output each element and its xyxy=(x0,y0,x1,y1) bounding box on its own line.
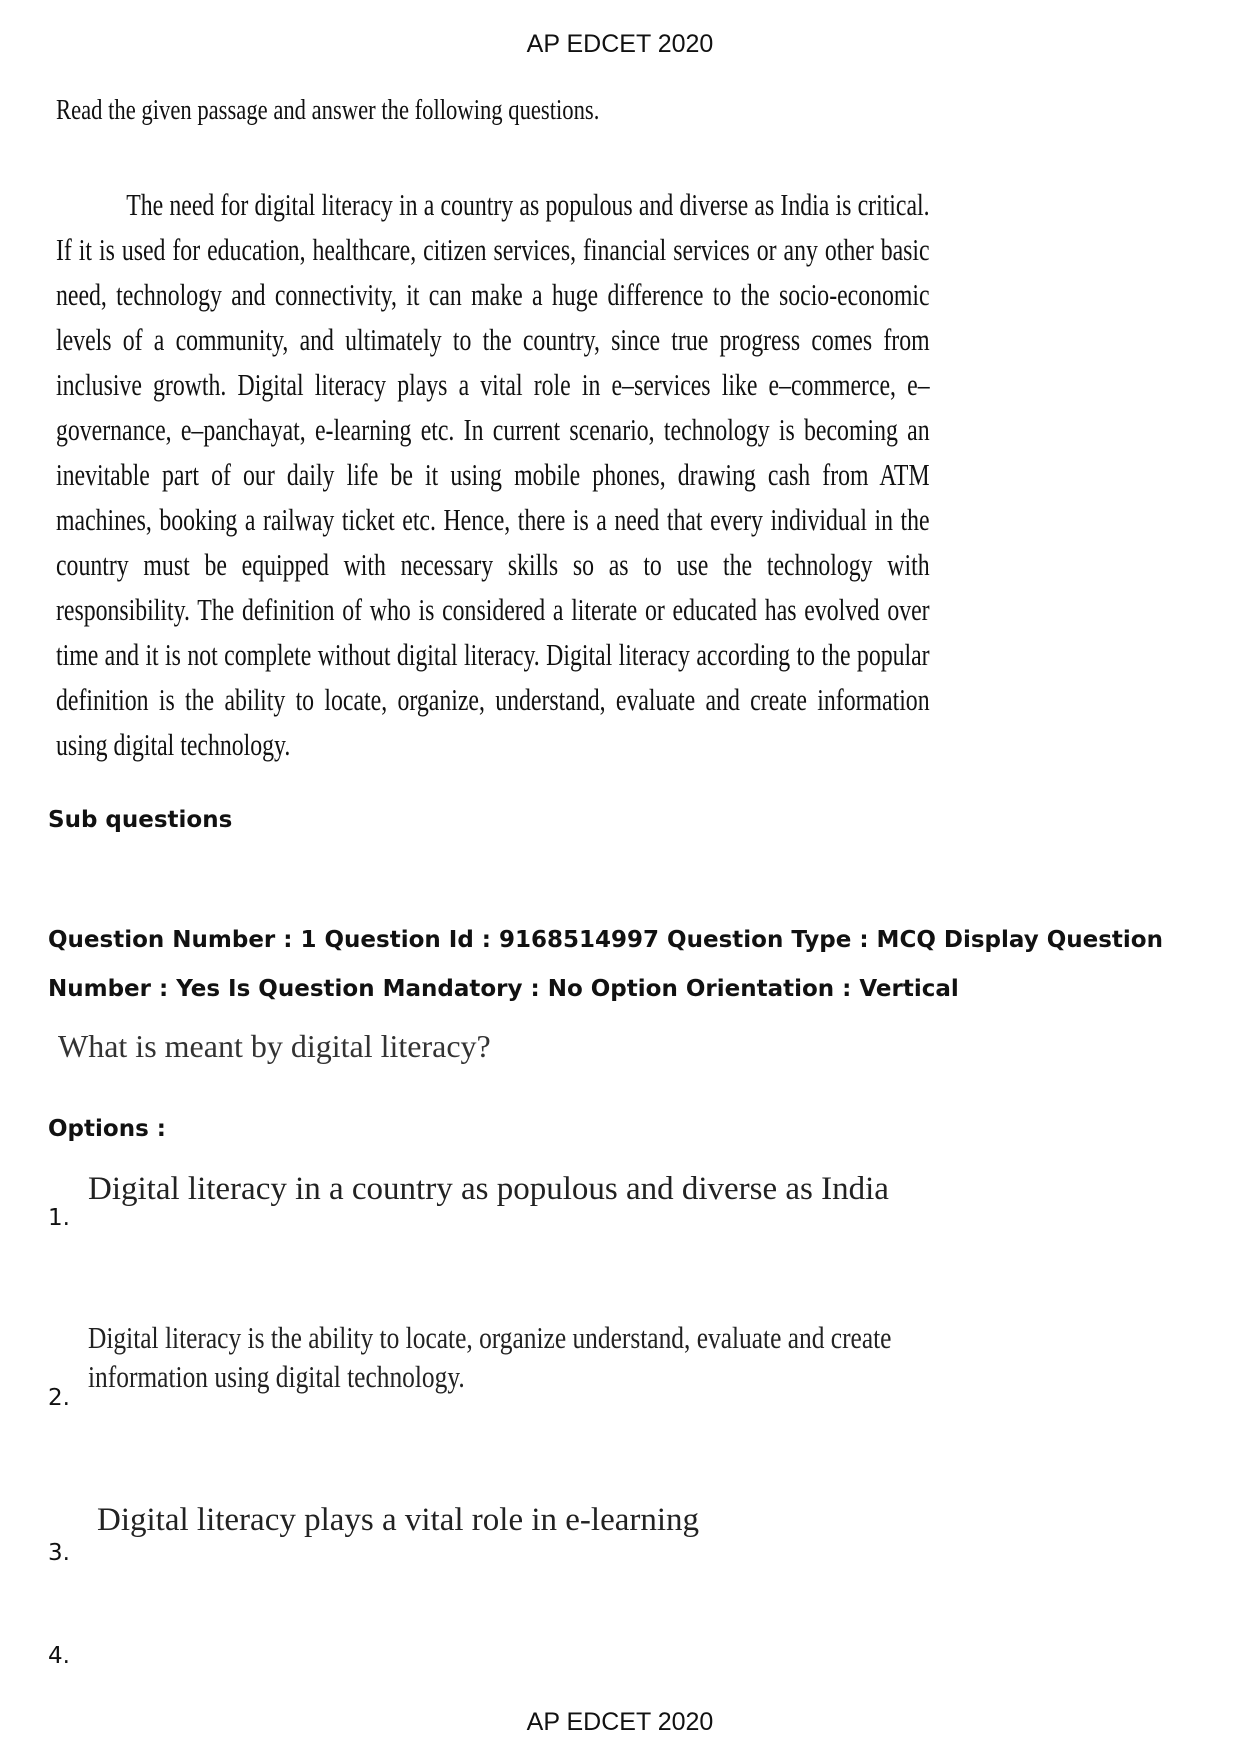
page-header: AP EDCET 2020 xyxy=(526,30,714,58)
option-1-text: Digital literacy in a country as populous and diverse as India xyxy=(88,1171,889,1207)
page-footer: AP EDCET 2020 xyxy=(526,1708,714,1736)
option-3-text: Digital literacy plays a vital role in e-learning xyxy=(97,1502,700,1538)
option-4-number: 4. xyxy=(48,1643,70,1669)
option-2-text: Digital literacy is the ability to locate, organize understand, evaluate and create information using digital technology. xyxy=(88,1320,892,1394)
passage-body: The need for digital literacy in a country as populous and diverse as India is critical. If it is used for education, healthcare, citizen services, financial services or any other basic need, technology and connectivity, it can make a huge difference to the socio-economic levels of a community, and ultimately to the country, since true progress comes from inclusive growth. Digital literacy plays a vital role in e–services like e–commerce, e–governance, e–panchayat, e-learning etc. In current scenario, technology is becoming an inevitable part of our daily life be it using mobile phones, drawing cash from ATM machines, booking a railway ticket etc. Hence, there is a need that every individual in the country must be equipped with necessary skills so as to use the technology with responsibility. The definition of who is considered a literate or educated has evolved over time and it is not complete without digital literacy. Digital literacy according to the popular definition is the ability to locate, organize, understand, evaluate and create information using digital technology. xyxy=(56,188,930,762)
question-metadata: Question Number : 1 Question Id : 9168514997 Question Type : MCQ Display Question Number : Yes Is Question Mandatory : No Option Orientation : Vertical xyxy=(48,927,1163,1002)
sub-questions-label: Sub questions xyxy=(48,807,233,833)
option-2-number: 2. xyxy=(48,1385,70,1411)
option-3-number: 3. xyxy=(48,1540,70,1566)
question-text: What is meant by digital literacy? xyxy=(58,1028,491,1064)
passage-intro: Read the given passage and answer the following questions. xyxy=(56,94,600,126)
options-label: Options : xyxy=(48,1116,166,1142)
option-1-number: 1. xyxy=(48,1205,70,1231)
